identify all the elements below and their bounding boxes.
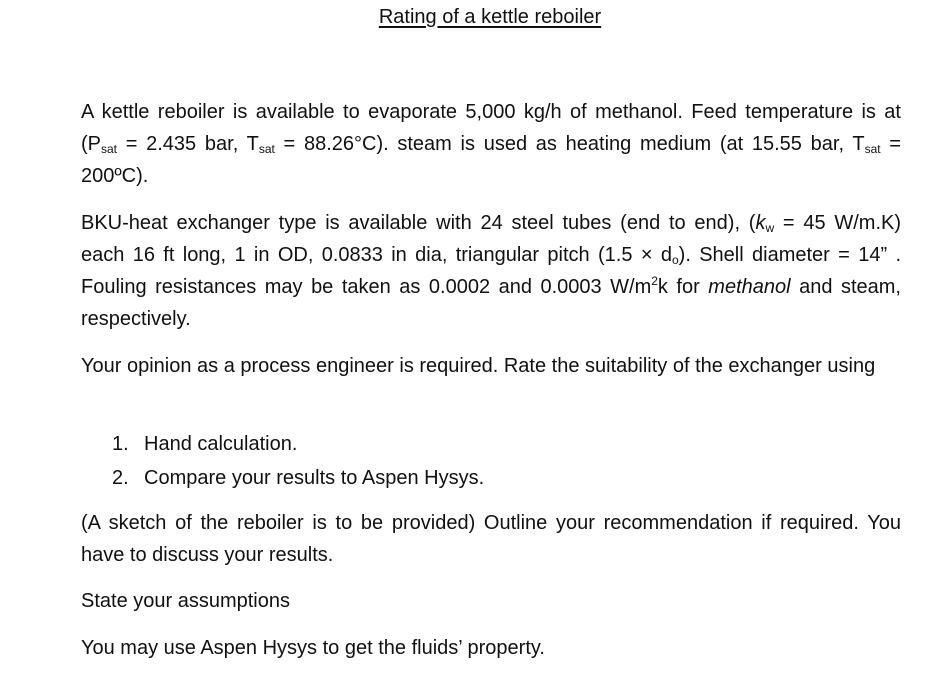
document-title: Rating of a kettle reboiler <box>378 6 602 28</box>
task-list <box>112 428 484 496</box>
fluid-property-paragraph: You may use Aspen Hysys to get the fluids’ property. <box>81 637 545 659</box>
list-item: 1. Hand calculation. <box>112 433 298 455</box>
task-paragraph: Your opinion as a process engineer is required. Rate the suitability of the exchanger using <box>81 355 876 377</box>
exchanger-spec-paragraph: BKU-heat exchanger type is available with 24 steel tubes (end to end), ($k_w = 45$ W/m.K) each 16 ft long, 1 in OD, 0.0833 in dia, triangular pitch $(1.5 \times d_o)$. Shell diameter = 14” . Fouling resistances may be taken as 0.0002 and 0.0003 $W/m^2k$ for methanol and steam, respectively. <box>81 212 902 330</box>
assumptions-paragraph: State your assumptions <box>81 590 290 612</box>
problem-statement-paragraph: A kettle reboiler is available to evaporate 5,000 kg/h of methanol. Feed temperature is at ($P_{sat} = 2.435$ bar, $T_{sat} = 88.26^\circ C$). steam is used as heating medium (at 15.55 bar, $T_{sat}$ = 200ºC). <box>81 101 901 187</box>
sketch-paragraph: (A sketch of the reboiler is to be provided) Outline your recommendation if required. You have to discuss your results. <box>81 512 901 566</box>
list-item: 2. Compare your results to Aspen Hysys. <box>112 467 485 489</box>
